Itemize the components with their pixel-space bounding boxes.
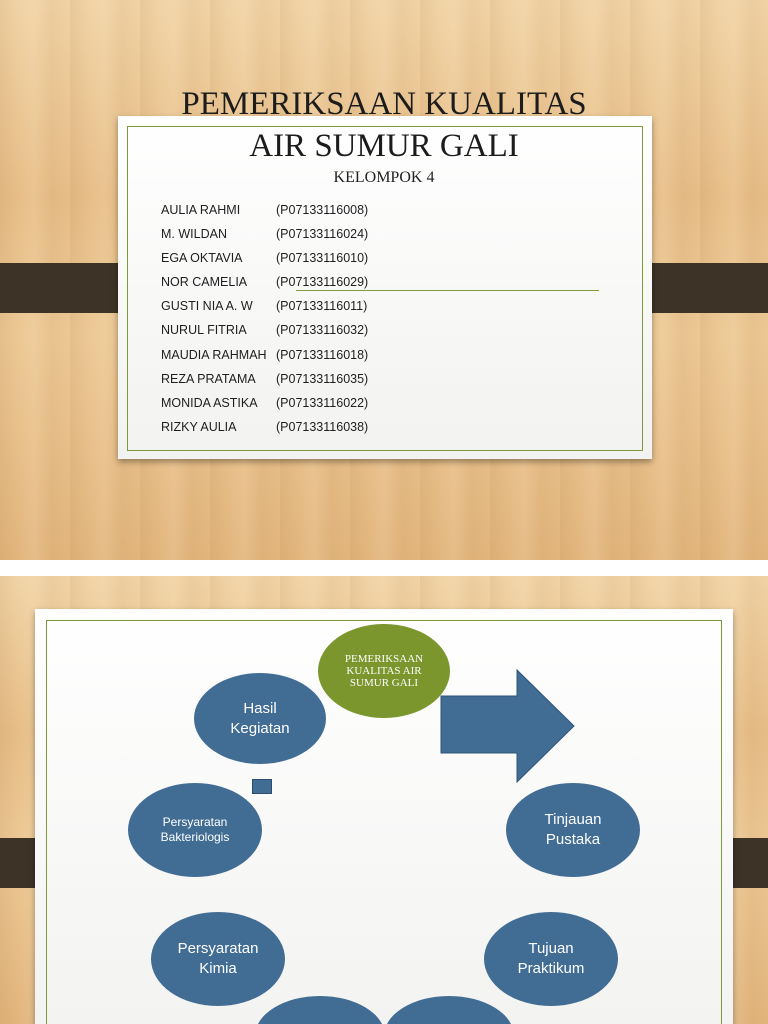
- node-persyaratan-kimia: Persyaratan Kimia: [151, 912, 285, 1006]
- topic-node: PEMERIKSAAN KUALITAS AIR SUMUR GALI: [318, 624, 450, 718]
- slide-separator: [0, 560, 768, 576]
- member-nim: (P07133116032): [276, 323, 369, 337]
- member-nim: (P07133116038): [276, 420, 369, 434]
- member-name: M. WILDAN: [161, 227, 227, 241]
- node-tujuan-praktikum: Tujuan Praktikum: [484, 912, 618, 1006]
- member-name: NOR CAMELIA: [161, 275, 248, 289]
- member-name: AULIA RAHMI: [161, 203, 241, 217]
- member-nim: (P07133116024): [276, 227, 369, 241]
- node-hasil-kegiatan: Hasil Kegiatan: [194, 673, 326, 764]
- member-nim: (P07133116011): [276, 299, 368, 313]
- diagram-slide: [0, 576, 768, 1024]
- member-nim: (P07133116008): [276, 203, 369, 217]
- member-nim: (P07133116029): [276, 275, 369, 289]
- group-subtitle: KELOMPOK 4: [333, 169, 435, 186]
- right-arrow-icon: [440, 669, 576, 783]
- member-nim: (P07133116018): [276, 348, 369, 362]
- member-name: MAUDIA RAHMAH: [161, 348, 267, 362]
- member-name: GUSTI NIA A. W: [161, 299, 253, 313]
- member-nim: (P07133116022): [276, 396, 369, 410]
- member-nim: (P07133116010): [276, 251, 369, 265]
- small-square-shape: [252, 779, 272, 794]
- member-name: NURUL FITRIA: [161, 323, 247, 337]
- slide-title-line-2: AIR SUMUR GALI: [249, 128, 519, 164]
- member-nim: (P07133116035): [276, 372, 369, 386]
- node-tinjauan-pustaka: Tinjauan Pustaka: [506, 783, 640, 877]
- member-name: EGA OKTAVIA: [161, 251, 243, 265]
- slide-title-line-1: PEMERIKSAAN KUALITAS: [181, 86, 587, 122]
- member-name: MONIDA ASTIKA: [161, 396, 258, 410]
- divider-line: [296, 290, 599, 291]
- node-persyaratan-bakteriologis: Persyaratan Bakteriologis: [128, 783, 262, 877]
- member-name: REZA PRATAMA: [161, 372, 256, 386]
- member-name: RIZKY AULIA: [161, 420, 237, 434]
